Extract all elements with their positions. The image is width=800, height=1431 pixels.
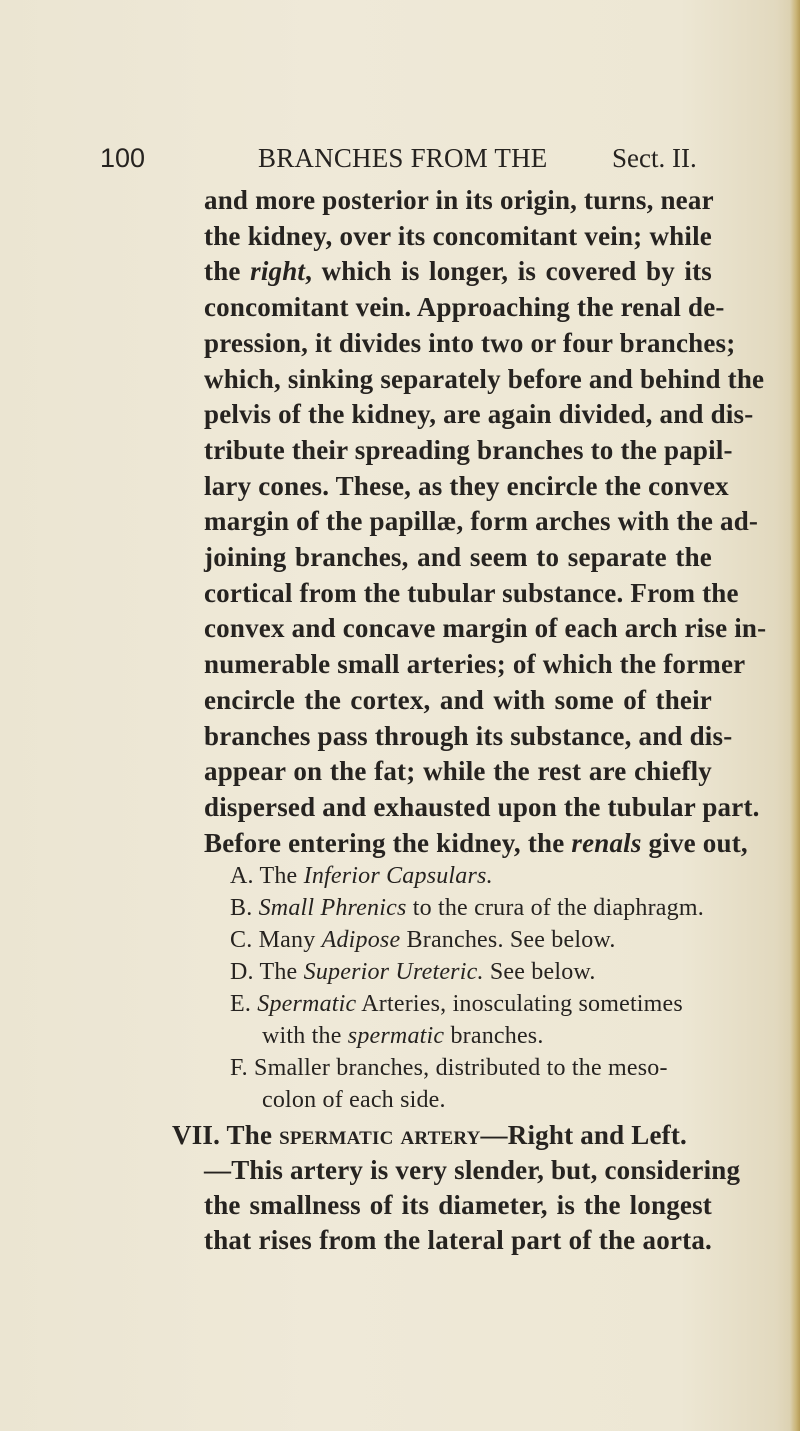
text-segment: branches.	[444, 1023, 544, 1049]
text-segment: A. The	[230, 863, 304, 889]
text-segment: Before entering the kidney, the	[204, 827, 572, 858]
text-segment: and more posterior in its origin, turns, near	[204, 185, 714, 215]
paragraph-line	[204, 253, 712, 289]
text-segment: E.	[230, 991, 258, 1017]
list_items-line	[230, 954, 720, 990]
paragraph-line	[204, 289, 725, 325]
paragraph-line	[204, 789, 760, 825]
text-segment: C. Many	[230, 927, 322, 953]
paragraph-line	[204, 218, 712, 254]
section-label: Sect. II.	[612, 143, 697, 173]
list_items-line	[230, 986, 720, 1022]
text-segment: Adipose	[321, 927, 401, 953]
paragraph-line	[204, 682, 712, 718]
text-segment: cortical from the tubular substance. From the	[204, 577, 739, 608]
paragraph-line	[204, 503, 759, 539]
text-segment: dispersed and exhausted upon the tubular part.	[204, 791, 760, 822]
text-segment: to the crura of the diaphragm.	[406, 895, 704, 921]
text-segment: See below.	[483, 959, 596, 985]
text-segment: Spermatic	[257, 991, 357, 1017]
text-segment: B.	[230, 895, 259, 921]
text-segment: the smallness of its diameter, is the longest	[204, 1190, 712, 1220]
text-segment: which, sinking separately before and behind the	[204, 363, 765, 394]
list_items-line	[230, 922, 720, 958]
paragraph-line	[204, 325, 736, 361]
text-segment: —This artery is very slender, but, considering	[204, 1155, 741, 1185]
paragraph-line	[204, 361, 765, 397]
list_items-line	[262, 1018, 702, 1054]
text-segment: with the	[262, 1023, 348, 1049]
text-segment: Branches. See below.	[400, 927, 616, 953]
text-segment: concomitant vein. Approaching the renal de-	[204, 292, 725, 323]
text-segment: VII. The	[172, 1120, 280, 1150]
section_lines-line	[172, 1117, 712, 1153]
text-segment: pelvis of the kidney, are again divided, and dis-	[204, 399, 754, 430]
paragraph-line	[204, 468, 729, 504]
paragraph-line	[204, 610, 767, 646]
text-segment: tribute their spreading branches to the papil-	[204, 434, 733, 465]
text-segment: Small Phrenics	[258, 895, 407, 921]
text-segment: lary cones. These, as they encircle the convex	[204, 470, 729, 501]
paragraph-line	[204, 432, 733, 468]
text-segment: joining branches, and seem to separate the	[204, 542, 712, 572]
page-number: 100	[100, 143, 146, 173]
text-segment: colon of each side.	[262, 1087, 446, 1113]
text-segment: branches pass through its substance, and dis-	[204, 720, 733, 751]
section_lines-line	[204, 1187, 712, 1223]
text-segment: give out,	[641, 827, 748, 858]
paragraph-line	[204, 825, 748, 861]
paragraph-line	[204, 539, 712, 575]
list_items-line	[230, 890, 720, 926]
text-segment: the	[204, 256, 251, 287]
text-segment: Arteries, inosculating sometimes	[356, 991, 683, 1017]
text-segment: the kidney, over its concomitant vein; while	[204, 220, 712, 251]
text-segment: appear on the fat; while the rest are chiefly	[204, 756, 712, 787]
text-segment: Superior Ureteric.	[303, 959, 484, 985]
list_items-line	[262, 1082, 702, 1118]
text-segment: —Right and Left.	[480, 1120, 688, 1150]
text-segment: convex and concave margin of each arch rise in-	[204, 613, 767, 644]
text-segment: spermatic artery	[279, 1120, 481, 1150]
section_lines-line	[204, 1222, 712, 1258]
section_lines-line	[204, 1152, 741, 1188]
text-segment: D. The	[230, 959, 304, 985]
text-segment: margin of the papillæ, form arches with the ad-	[204, 506, 759, 537]
paragraph-line	[204, 753, 712, 789]
text-segment: , which is longer, is covered by its	[305, 256, 712, 287]
text-segment: pression, it divides into two or four branches;	[204, 327, 736, 358]
paragraph-line	[204, 396, 754, 432]
text-segment: renals	[571, 827, 642, 858]
text-segment: encircle the cortex, and with some of their	[204, 684, 712, 715]
text-segment: right	[250, 256, 306, 287]
list_items-line	[230, 858, 720, 894]
list_items-line	[230, 1050, 720, 1086]
paragraph-line	[204, 182, 712, 218]
paragraph-line	[204, 718, 733, 754]
paragraph-line	[204, 646, 746, 682]
paragraph-line	[204, 575, 739, 611]
text-segment: F. Smaller branches, distributed to the meso-	[230, 1055, 668, 1081]
text-segment: Inferior Capsulars.	[303, 863, 493, 889]
text-segment: numerable small arteries; of which the former	[204, 649, 746, 680]
page-edge	[790, 0, 800, 1431]
text-segment: spermatic	[347, 1023, 445, 1049]
running-title: BRANCHES FROM THE	[258, 143, 548, 173]
text-segment: that rises from the lateral part of the aorta.	[204, 1225, 712, 1255]
